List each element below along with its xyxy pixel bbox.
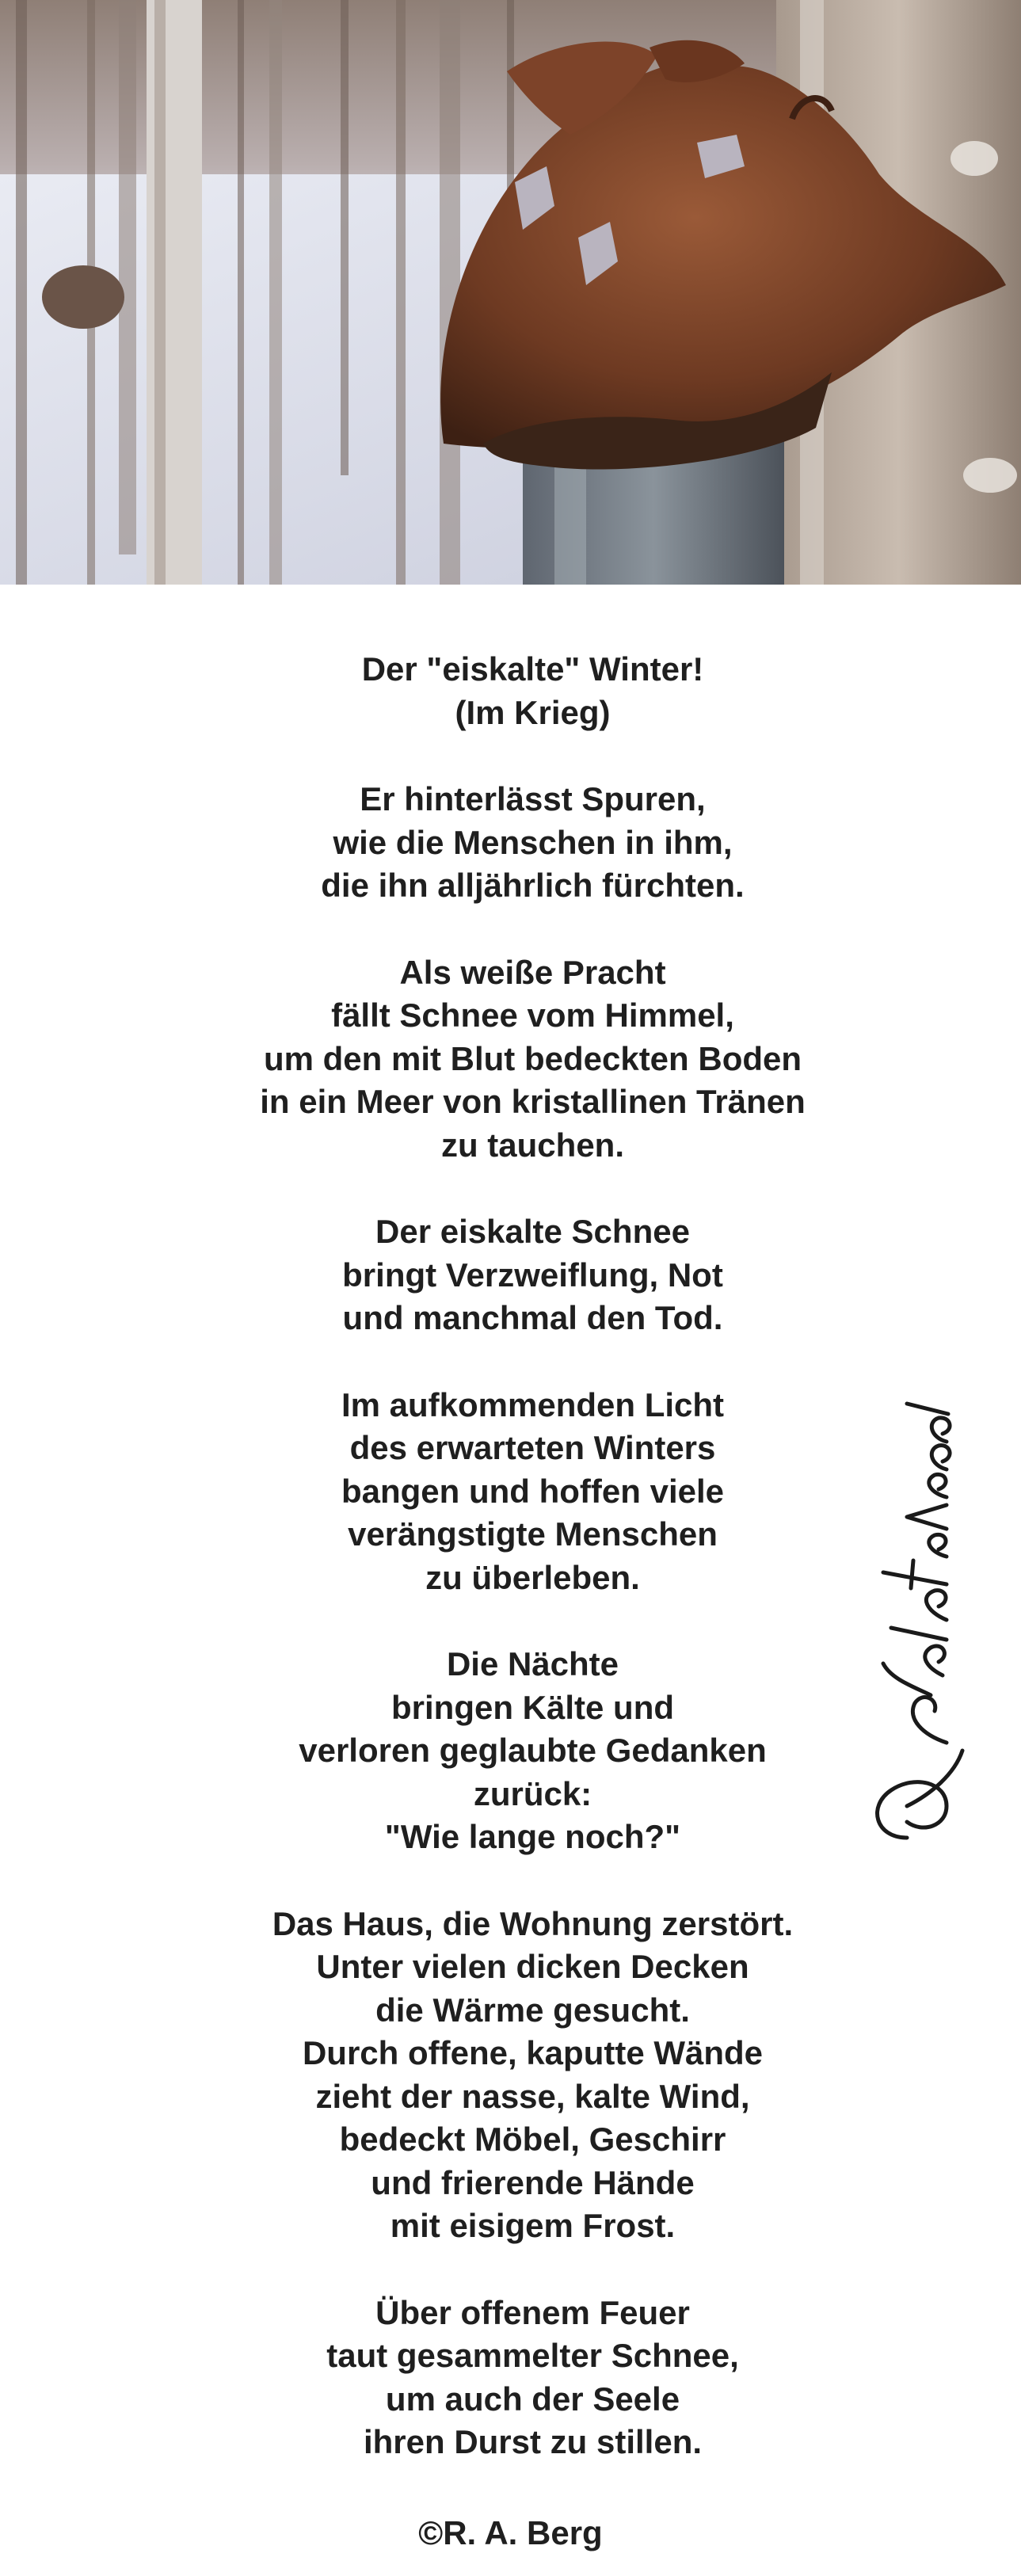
stanza bbox=[95, 1384, 970, 1600]
poem-line: zu überleben. bbox=[425, 1558, 640, 1596]
poem-line: fällt Schnee vom Himmel, bbox=[331, 996, 734, 1034]
poem-line: mit eisigem Frost. bbox=[390, 2207, 676, 2244]
stanza bbox=[95, 1210, 970, 1340]
poem-line: Er hinterlässt Spuren, bbox=[360, 780, 706, 817]
poem-line: zu tauchen. bbox=[440, 1126, 625, 1164]
poem-line: Der "eiskalte" Winter! bbox=[361, 650, 704, 688]
poem-line: (Im Krieg) bbox=[455, 693, 611, 731]
poem-line: "Wie lange noch?" bbox=[384, 1818, 681, 1855]
poem-line: die Wärme gesucht. bbox=[375, 1991, 690, 2029]
poem-line: verloren geglaubte Gedanken bbox=[299, 1732, 767, 1769]
poem-line: Über offenem Feuer bbox=[375, 2293, 690, 2331]
poem-line: Das Haus, die Wohnung zerstört. bbox=[272, 1904, 794, 1942]
helmet-photo-illustration bbox=[0, 0, 1021, 585]
poem-line: verängstigte Menschen bbox=[348, 1515, 718, 1553]
poem bbox=[95, 648, 970, 2508]
poem-line: um den mit Blut bedeckten Boden bbox=[263, 1039, 802, 1077]
poem-line: bangen und hoffen viele bbox=[341, 1472, 725, 1510]
poem-line: bringen Kälte und bbox=[391, 1688, 674, 1726]
poem-line: bringt Verzweiflung, Not bbox=[342, 1256, 723, 1294]
poem-line: Als weiße Pracht bbox=[399, 953, 666, 991]
stanza bbox=[95, 951, 970, 1168]
poem-line: Durch offene, kaputte Wände bbox=[302, 2034, 764, 2071]
poem-line: Unter vielen dicken Decken bbox=[316, 1948, 749, 1985]
stanza bbox=[95, 1903, 970, 2248]
poem-line: und manchmal den Tod. bbox=[342, 1299, 723, 1336]
poem-line: zieht der nasse, kalte Wind, bbox=[315, 2077, 750, 2115]
gedichtezauber-signature-logo bbox=[859, 1394, 986, 1854]
stanza bbox=[95, 1643, 970, 1859]
stanza bbox=[95, 778, 970, 908]
poem-line: des erwarteten Winters bbox=[349, 1429, 716, 1466]
copyright: ©R. A. Berg bbox=[418, 2514, 603, 2551]
poem-line: um auch der Seele bbox=[385, 2380, 680, 2418]
poem-line: und frierende Hände bbox=[371, 2163, 695, 2201]
poem-line: wie die Menschen in ihm, bbox=[333, 823, 733, 861]
stanza bbox=[95, 2292, 970, 2464]
poem-line: bedeckt Möbel, Geschirr bbox=[339, 2121, 726, 2158]
poem-line: Im aufkommenden Licht bbox=[341, 1385, 725, 1423]
stanza bbox=[95, 648, 970, 734]
poem-line: ihren Durst zu stillen. bbox=[363, 2423, 703, 2460]
poem-line: taut gesammelter Schnee, bbox=[326, 2337, 739, 2374]
header-photo bbox=[0, 0, 1021, 585]
poem-line: Der eiskalte Schnee bbox=[375, 1213, 690, 1250]
poem-line: Die Nächte bbox=[446, 1645, 619, 1682]
poem-line: in ein Meer von kristallinen Tränen bbox=[260, 1083, 806, 1120]
poem-line: die ihn alljährlich fürchten. bbox=[321, 867, 745, 904]
poem-line: zurück: bbox=[473, 1774, 592, 1812]
